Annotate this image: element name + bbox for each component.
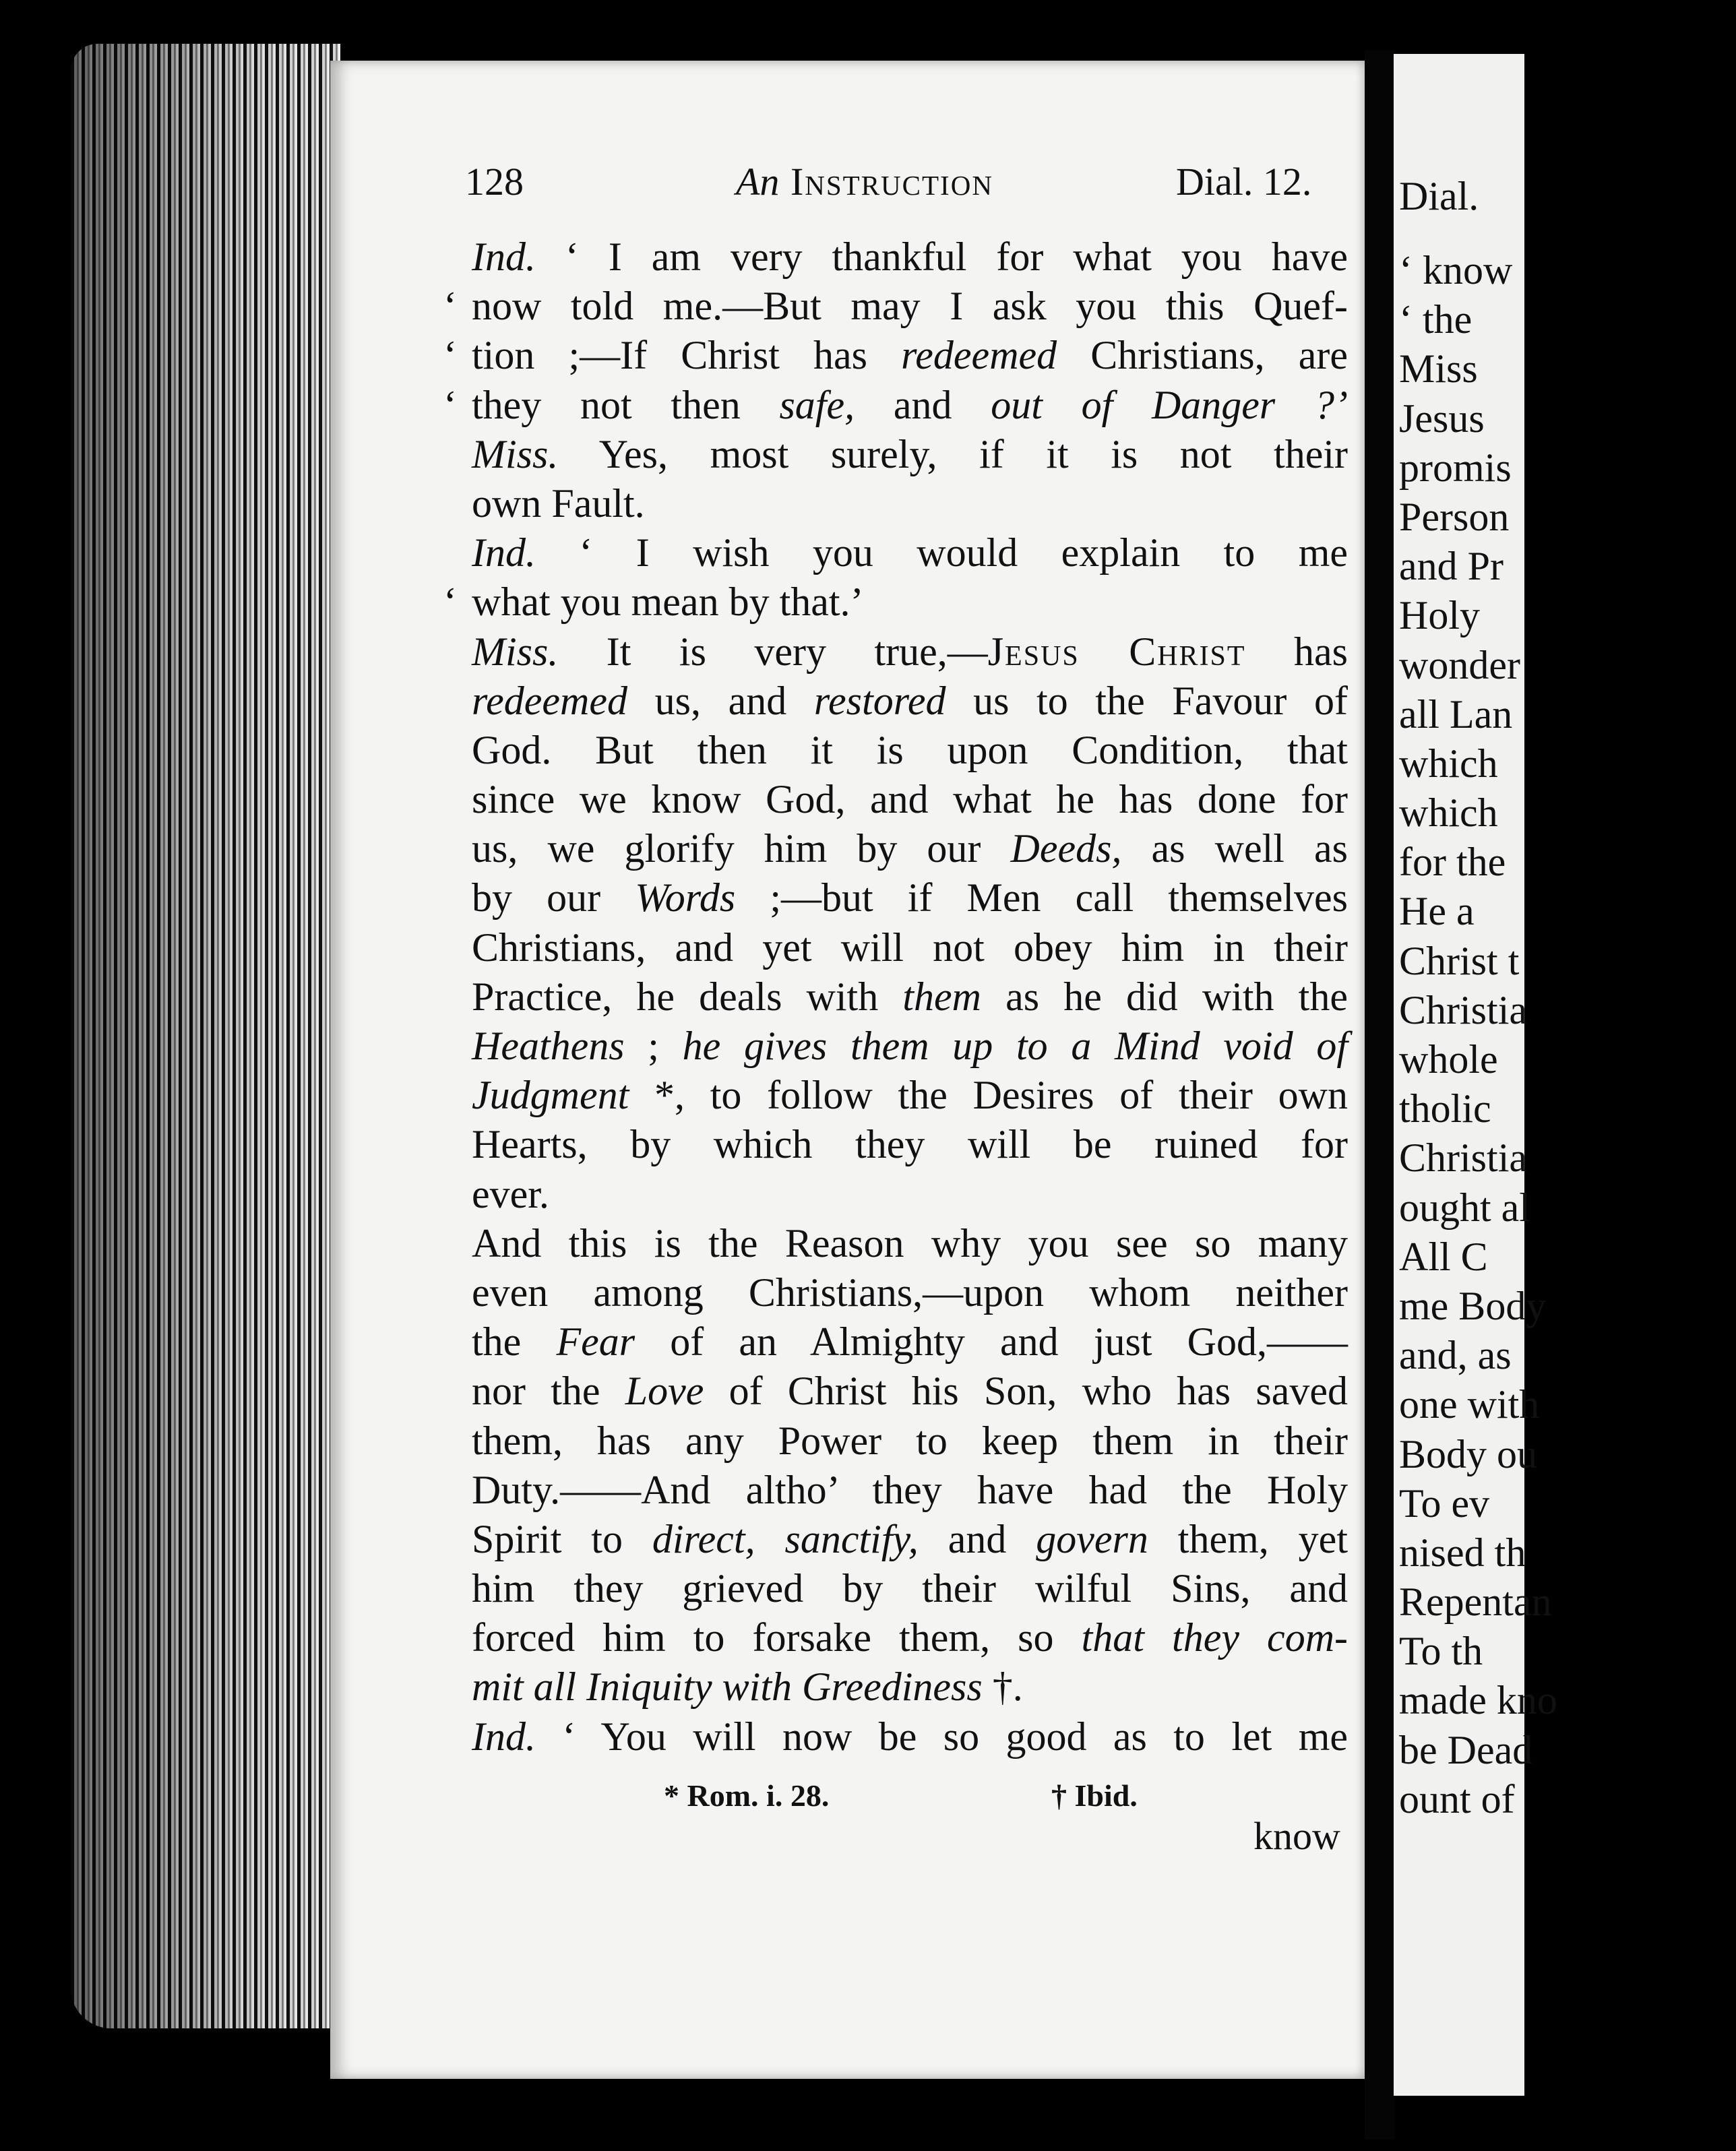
- facing-page-line: Person: [1399, 494, 1510, 539]
- text-run: *, to follow the Desires of their own: [629, 1073, 1348, 1118]
- footnote-rom: * Rom. i. 28.: [664, 1778, 830, 1813]
- text-run: Hearts, by which they will be ruined for: [472, 1122, 1348, 1167]
- text-run: tion ;—If Christ has: [472, 333, 902, 378]
- italic-text: Ind.: [472, 235, 536, 279]
- text-line: [472, 677, 1348, 726]
- facing-page-line: To ev: [1399, 1480, 1490, 1526]
- italic-text: that they com-: [1081, 1615, 1348, 1660]
- text-run: them, yet: [1148, 1516, 1348, 1561]
- text-run: ever.: [472, 1171, 549, 1216]
- italic-text: mit all Iniquity with Greediness: [472, 1664, 983, 1710]
- facing-page-line: and Pr: [1399, 544, 1504, 589]
- text-line: [472, 972, 1348, 1022]
- facing-page-line: All C: [1399, 1234, 1488, 1279]
- italic-text: Deeds,: [1010, 826, 1122, 871]
- italic-text: Miss.: [472, 431, 559, 476]
- italic-text: them: [902, 974, 982, 1019]
- text-run: Yes, most surely, if it is not their: [558, 431, 1348, 476]
- italic-text: Ind.: [472, 530, 536, 575]
- text-run: and: [855, 382, 991, 427]
- italic-text: safe,: [779, 382, 855, 427]
- italic-text: direct, sanctify,: [652, 1516, 919, 1561]
- facing-page-line: Jesus: [1399, 396, 1485, 441]
- text-line: [472, 578, 1348, 627]
- facing-page-line: be Dead: [1399, 1727, 1533, 1772]
- text-line: [472, 775, 1348, 824]
- italic-text: Fear: [556, 1319, 636, 1365]
- text-line: [472, 1022, 1348, 1071]
- text-line: [472, 381, 1348, 430]
- facing-page-line: ‘ know: [1399, 248, 1513, 292]
- facing-page-line: all Lan: [1399, 691, 1513, 737]
- facing-page-line: made kno: [1399, 1678, 1557, 1723]
- text-run: us, we glorify him by our: [472, 826, 1011, 871]
- facing-page-line: me Body: [1399, 1283, 1547, 1328]
- text-line: [472, 1466, 1348, 1515]
- text-line: [472, 1317, 1348, 1367]
- text-line: [472, 331, 1348, 380]
- text-run: It is very true,—: [558, 629, 988, 674]
- text-line: [472, 1662, 1348, 1712]
- facing-page-line: nised th: [1399, 1530, 1526, 1575]
- text-line: [472, 1416, 1348, 1466]
- facing-page-line: Repentan: [1399, 1580, 1552, 1625]
- text-line: [472, 1613, 1348, 1662]
- italic-text: Heathens: [472, 1024, 625, 1068]
- page-number: 128: [465, 160, 524, 204]
- facing-page-line: which: [1399, 741, 1498, 786]
- text-run: ;—but if Men call themselves: [735, 875, 1348, 921]
- italic-text: Miss.: [472, 629, 559, 674]
- italic-text: out of Danger ?’: [991, 382, 1348, 427]
- text-line: [472, 726, 1348, 775]
- facing-page-line: wonder: [1399, 642, 1520, 687]
- footnote-ibid: † Ibid.: [1051, 1778, 1138, 1813]
- text-run: nor the: [472, 1369, 625, 1414]
- text-run: Jesus Christ: [987, 629, 1246, 674]
- text-run: ‘ You will now be so good as to let me: [535, 1714, 1348, 1759]
- facing-page-line: To th: [1399, 1629, 1483, 1674]
- text-line: [472, 1712, 1348, 1762]
- italic-text: restored: [813, 678, 946, 723]
- text-line: [472, 1564, 1348, 1613]
- italic-text: he gives them up to a Mind void of: [682, 1024, 1348, 1068]
- text-run: Practice, he deals with: [472, 974, 903, 1019]
- italic-text: Ind.: [472, 1714, 536, 1759]
- text-run: forced him to forsake them, so: [472, 1615, 1082, 1660]
- italic-text: redeemed: [472, 678, 627, 723]
- text-run: of Christ his Son, who has saved: [704, 1369, 1348, 1414]
- book-gutter: [1365, 51, 1395, 2140]
- text-line: [472, 873, 1348, 923]
- text-line: [472, 1515, 1348, 1564]
- text-run: has: [1245, 629, 1348, 674]
- text-run: him they grieved by their wilful Sins, and: [472, 1566, 1348, 1611]
- running-title: [736, 160, 993, 204]
- facing-page-line: ount of: [1399, 1776, 1515, 1821]
- text-line: [472, 627, 1348, 677]
- book-edge-shadow: [71, 44, 340, 2028]
- text-run: now told me.—But may I ask you this Quef-: [472, 284, 1348, 329]
- text-run: as he did with the: [981, 974, 1348, 1019]
- italic-text: govern: [1036, 1516, 1148, 1561]
- text-run: And this is the Reason why you see so many: [472, 1220, 1348, 1266]
- catchword: know: [1253, 1814, 1340, 1858]
- facing-page-line: promis: [1399, 445, 1512, 490]
- text-run: since we know God, and what he has done for: [472, 777, 1348, 822]
- text-line: [472, 1120, 1348, 1169]
- text-line: [472, 232, 1348, 282]
- text-line: [472, 430, 1348, 479]
- text-run: Duty.——And altho’ they have had the Holy: [472, 1467, 1348, 1512]
- text-line: [472, 282, 1348, 331]
- facing-page-line: Body ou: [1399, 1431, 1538, 1476]
- italic-text: redeemed: [901, 333, 1057, 378]
- text-run: even among Christians,—upon whom neither: [472, 1270, 1348, 1315]
- running-title-main: Instruction: [790, 160, 993, 204]
- text-run: and: [918, 1516, 1036, 1561]
- text-line: [472, 1268, 1348, 1317]
- italic-text: Words: [635, 875, 736, 921]
- facing-page-line: which: [1399, 790, 1498, 836]
- text-run: Christians, and yet will not obey him in their: [472, 925, 1348, 970]
- text-line: [472, 479, 1348, 528]
- text-run: by our: [472, 875, 636, 921]
- facing-page-line: Christia: [1399, 1135, 1527, 1181]
- facing-page-line: whole: [1399, 1037, 1498, 1082]
- body-text: [472, 232, 1348, 1762]
- facing-page-line: Holy: [1399, 593, 1480, 638]
- facing-page-line: ought al: [1399, 1185, 1530, 1230]
- text-run: Spirit to: [472, 1516, 652, 1561]
- text-run: us, and: [627, 678, 814, 723]
- facing-page-line: and, as: [1399, 1333, 1512, 1378]
- text-run: us to the Favour of: [946, 678, 1348, 723]
- text-run: them, has any Power to keep them in their: [472, 1418, 1348, 1463]
- facing-page-text: [1399, 172, 1736, 1824]
- text-run: †.: [982, 1664, 1023, 1710]
- text-run: God. But then it is upon Condition, that: [472, 727, 1348, 772]
- text-line: [472, 528, 1348, 578]
- text-run: ;: [624, 1024, 683, 1068]
- text-run: the: [472, 1319, 557, 1365]
- text-run: Christians, are: [1057, 333, 1348, 378]
- facing-page-line: Christia: [1399, 987, 1527, 1032]
- facing-page-line: ‘ the: [1399, 297, 1472, 342]
- facing-page-line: Miss: [1399, 346, 1478, 392]
- facing-page-line: tholic: [1399, 1086, 1491, 1131]
- text-run: they not then: [472, 382, 780, 427]
- text-run: ‘ I wish you would explain to me: [535, 530, 1348, 575]
- facing-page-line: one with: [1399, 1382, 1540, 1427]
- facing-page-line: He a: [1399, 889, 1475, 934]
- text-line: [472, 923, 1348, 972]
- text-run: as well as: [1121, 826, 1348, 871]
- text-line: [472, 1367, 1348, 1416]
- running-title-an: An: [736, 160, 780, 204]
- italic-text: Judgment: [472, 1073, 629, 1118]
- text-run: what you mean by that.’: [472, 580, 864, 625]
- facing-page-line: Christ t: [1399, 938, 1520, 983]
- text-run: ‘ I am very thankful for what you have: [535, 235, 1348, 279]
- text-line: [472, 1219, 1348, 1268]
- text-line: [472, 824, 1348, 873]
- facing-page-line: for the: [1399, 840, 1506, 885]
- text-run: of an Almighty and just God,——: [635, 1319, 1348, 1365]
- text-line: [472, 1071, 1348, 1120]
- text-run: own Fault.: [472, 480, 645, 526]
- text-line: [472, 1170, 1348, 1219]
- dialogue-number: Dial. 12.: [1176, 160, 1312, 204]
- facing-page-line: Dial.: [1399, 174, 1479, 218]
- italic-text: Love: [625, 1369, 704, 1414]
